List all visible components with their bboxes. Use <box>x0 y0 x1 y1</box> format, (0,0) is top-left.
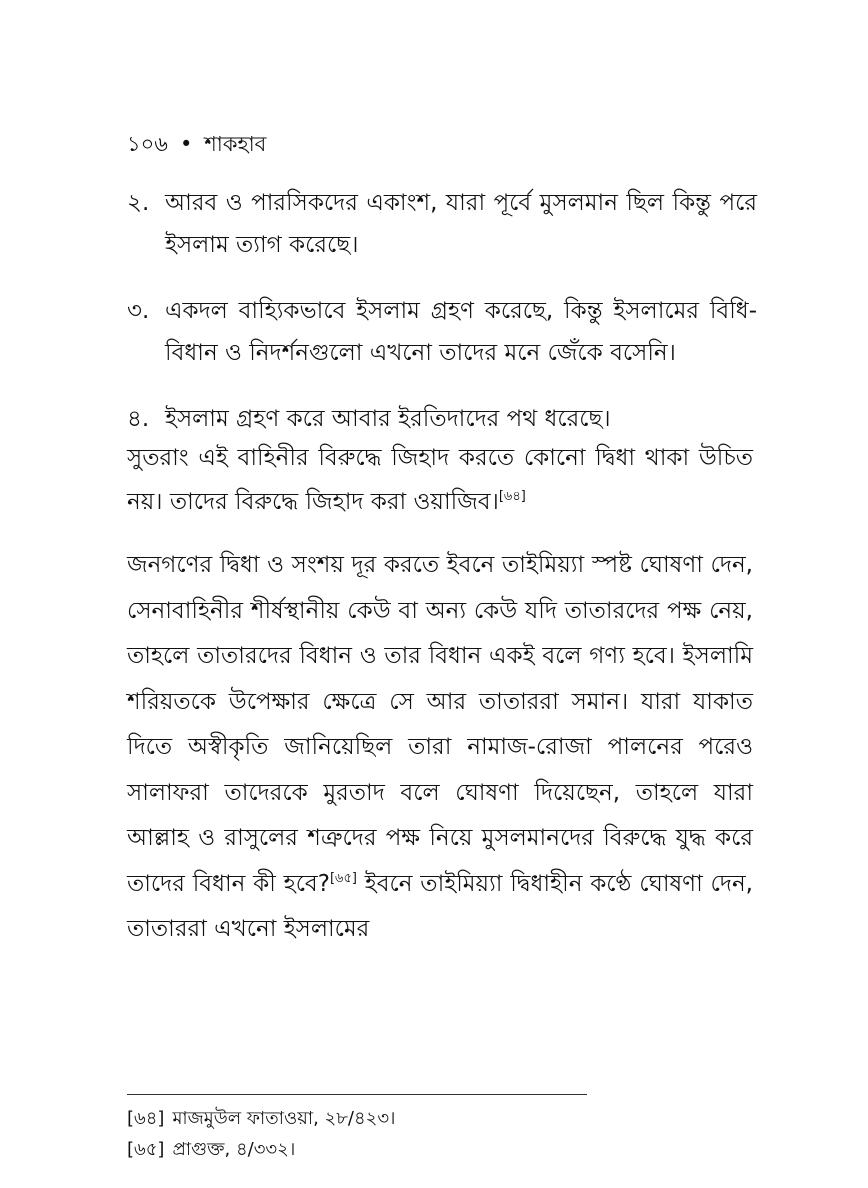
footnotes <box>127 1103 747 1165</box>
footnote-number: [৬৫] <box>127 1139 165 1160</box>
running-header <box>127 130 266 158</box>
body-paragraph <box>127 543 753 953</box>
list-item-text: একদল বাহ্যিকভাবে ইসলাম গ্রহণ করেছে, কিন্তু ইসলামের বিধি-বিধান ও নিদর্শনগুলো এখনো তাদের মনে জেঁকে বসেনি। <box>165 298 757 366</box>
numbered-list <box>127 182 757 464</box>
list-item <box>127 290 757 374</box>
footnote-ref[interactable]: [৬৪] <box>498 489 526 504</box>
list-item <box>127 398 757 440</box>
paragraph-text-continued: ইবনে তাইমিয়্যা দ্বিধাহীন কণ্ঠে ঘোষণা দেন, তাতাররা এখনো ইসলামের <box>127 870 753 942</box>
list-item-number: ৪. <box>127 406 150 432</box>
list-item-number: ৩. <box>127 298 150 324</box>
list-item-text: আরব ও পারসিকদের একাংশ, যারা পূর্বে মুসলমান ছিল কিন্তু পরে ইসলাম ত্যাগ করেছে। <box>165 190 757 258</box>
list-item <box>127 182 757 266</box>
footnote-text: মাজমুউল ফাতাওয়া, ২৮/৪২৩। <box>172 1108 396 1129</box>
header-separator: • <box>179 132 193 156</box>
footnote-number: [৬৪] <box>127 1108 165 1129</box>
book-title: শাকহাব <box>204 132 267 156</box>
body-paragraph <box>127 436 753 524</box>
footnote-item <box>127 1103 747 1134</box>
list-item-text: ইসলাম গ্রহণ করে আবার ইরতিদাদের পথ ধরেছে। <box>165 406 611 432</box>
footnote-divider <box>127 1094 587 1095</box>
footnote-ref[interactable]: [৬৫] <box>329 870 357 886</box>
paragraph-text: জনগণের দ্বিধা ও সংশয় দূর করতে ইবনে তাইমিয়্যা স্পষ্ট ঘোষণা দেন, সেনাবাহিনীর শীর্ষস্থানীয় কেউ বা অন্য কেউ যদি তাতারদের পক্ষ নেয়, তাহলে তাতারদের বিধান ও তার বিধান একই বলে গণ্য হবে। ইসলামি শরিয়তকে উপেক্ষার ক্ষেত্রে সে আর তাতাররা সমান। যারা যাকাত দিতে অস্বীকৃতি জানিয়েছিল তারা নামাজ-রোজা পালনের পরেও সালাফরা তাদেরকে মুরতাদ বলে ঘোষণা দিয়েছেন, তাহলে যারা আল্লাহ ও রাসুলের শত্রুদের পক্ষ নিয়ে মুসলমানদের বিরুদ্ধে যুদ্ধ করে তাদের বিধান কী হবে? <box>127 552 753 897</box>
footnote-text: প্রাগুক্ত, ৪/৩৩২। <box>172 1139 296 1160</box>
footnote-item <box>127 1134 747 1165</box>
page-number: ১০৬ <box>127 132 168 156</box>
paragraph-text: সুতরাং এই বাহিনীর বিরুদ্ধে জিহাদ করতে কোনো দ্বিধা থাকা উচিত নয়। তাদের বিরুদ্ধে জিহাদ করা ওয়াজিব। <box>127 445 753 515</box>
list-item-number: ২. <box>127 190 150 216</box>
